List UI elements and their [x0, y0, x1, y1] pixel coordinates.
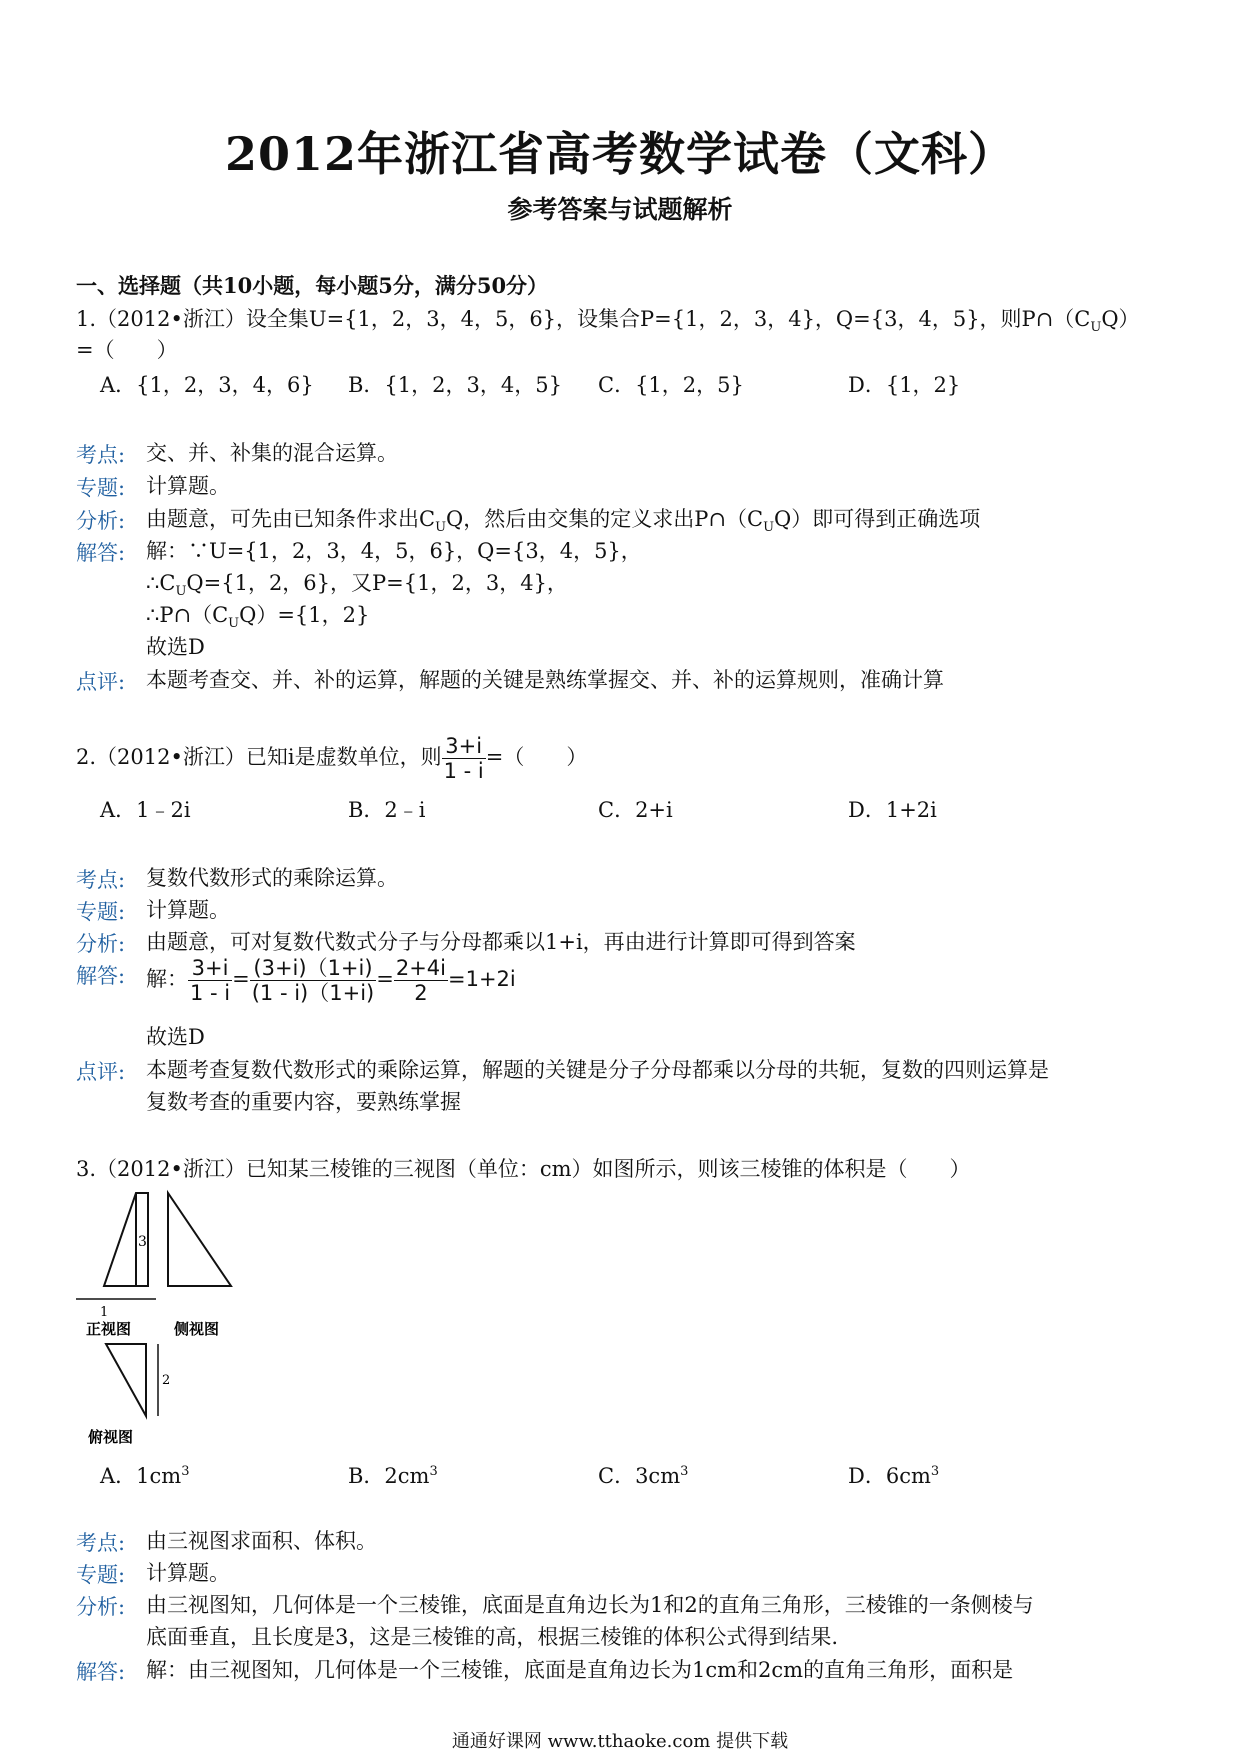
q3-label-fenxi: 分析: [76, 1595, 126, 1619]
q3-option-c: C．$3cm^3$ [598, 1464, 689, 1488]
q1-jieda-line2: $\therefore C_UQ=\{1$，2，6}，又P={1，2，3，4}， [146, 571, 568, 600]
q2-option-c: C．2+i [598, 798, 673, 822]
q1-fenxi: 由题意，可先由已知条件求出$C_UQ$，然后由交集的定义求出$P\cap(C_UQ)$即可得到正确选项 [146, 507, 981, 536]
q1-label-jieda: 解答: [76, 541, 126, 565]
page-title: 2012年浙江省高考数学试卷（文科） [224, 127, 1016, 181]
q3-label-jieda: 解答: [76, 1660, 126, 1684]
top-view-label-2: 2 [162, 1373, 171, 1388]
front-view-label-3: 3 [138, 1234, 147, 1250]
q3-stem: 3.（2012•浙江）已知某三棱锥的三视图（单位：cm）如图所示，则该三棱锥的体积是（ ） [76, 1157, 971, 1181]
q2-dianping-line2: 复数考查的重要内容，要熟练掌握 [146, 1090, 461, 1114]
q1-jieda-line1: 解：∵U={1，2，3，4，5，6}，Q={3，4，5}， [146, 539, 642, 563]
q3-label-kaodian: 考点: [76, 1531, 126, 1555]
q2-fraction-1: $\frac{3+i}{1 - i}$ [190, 956, 231, 1005]
q3-zhuanti: 计算题。 [146, 1561, 230, 1585]
q2-label-fenxi: 分析: [76, 932, 126, 956]
q2-kaodian: 复数代数形式的乘除运算。 [146, 866, 398, 890]
q1-label-dianping: 点评: [76, 670, 126, 694]
q3-option-a: A．$1cm^3$ [100, 1464, 190, 1488]
q2-stem: 2.（2012•浙江）已知i是虚数单位，则 $\frac{3+i}{1 - i}$ =（ ） [76, 734, 588, 783]
q2-zhuanti: 计算题。 [146, 898, 230, 922]
q2-option-a: A．1﹣2i [100, 798, 191, 822]
side-view-triangle [168, 1193, 231, 1286]
q2-label-jieda: 解答: [76, 964, 126, 988]
q1-zhuanti: 计算题。 [146, 474, 230, 498]
q3-option-b: B．$2cm^3$ [348, 1464, 438, 1488]
top-view-triangle [106, 1344, 146, 1416]
q2-jieda-line2: 故选D [146, 1025, 205, 1049]
q2-fraction-3: $\frac{2+4i}{2}$ [395, 956, 446, 1005]
q2-option-b: B．2﹣i [348, 798, 426, 822]
q2-option-d: D．1+2i [848, 798, 937, 822]
front-view-label-1: 1 [100, 1305, 109, 1320]
section-heading: 一、选择题（共10小题，每小题5分，满分50分） [76, 273, 549, 298]
q3-kaodian: 由三视图求面积、体积。 [146, 1529, 377, 1553]
q2-dianping-line1: 本题考查复数代数形式的乘除运算，解题的关键是分子分母都乘以分母的共轭，复数的四则运算是 [146, 1058, 1049, 1082]
q2-label-kaodian: 考点: [76, 868, 126, 892]
q1-label-kaodian: 考点: [76, 443, 126, 467]
q3-jieda: 解：由三视图知，几何体是一个三棱锥，底面是直角边长为1cm和2cm的直角三角形，面积是 [146, 1658, 1014, 1682]
q3-label-zhuanti: 专题: [76, 1563, 126, 1587]
q1-dianping: 本题考查交、并、补的运算，解题的关键是熟练掌握交、并、补的运算规则，准确计算 [146, 668, 944, 692]
q2-label-zhuanti: 专题: [76, 900, 126, 924]
q2-stem-fraction: $\frac{3+i}{1 - i}$ [443, 734, 484, 783]
q1-option-c: C．{1，2，5} [598, 373, 744, 397]
q1-label-zhuanti: 专题: [76, 476, 126, 500]
q1-label-fenxi: 分析: [76, 509, 126, 533]
top-view-caption: 俯视图 [88, 1428, 134, 1446]
q1-option-b: B．{1，2，3，4，5} [348, 373, 562, 397]
q1-jieda-line3: $\therefore P\cap(C_UQ)=\{1$，2} [146, 603, 370, 632]
q2-label-dianping: 点评: [76, 1060, 126, 1084]
q1-option-a: A．{1，2，3，4，6} [100, 373, 314, 397]
q3-option-d: D．$6cm^3$ [848, 1464, 940, 1488]
side-view-caption: 侧视图 [174, 1320, 220, 1338]
q1-jieda-line4: 故选D [146, 635, 205, 659]
q2-fraction-2: $\frac{(3+i)(1+i)}{(1 - i)(1+i)}$ [251, 956, 375, 1005]
front-view-bbox [104, 1193, 120, 1286]
q3-fenxi-line1: 由三视图知，几何体是一个三棱锥，底面是直角边长为1和2的直角三角形，三棱锥的一条侧棱与 [146, 1593, 1034, 1617]
q2-fenxi: 由题意，可对复数代数式分子与分母都乘以1+i，再由进行计算即可得到答案 [146, 930, 856, 954]
page-footer: 通通好课网 www.tthaoke.com 提供下载 [451, 1731, 789, 1752]
q3-fenxi-line2: 底面垂直，且长度是3，这是三棱锥的高，根据三棱锥的体积公式得到结果. [146, 1625, 839, 1649]
q1-stem-line1: 1.（2012•浙江）设全集U={1，2，3，4，5，6}，设集合P={1，2，3，4}，Q={3，4，5}，则$P\cap(C_UQ)$ [76, 307, 1140, 336]
front-view-caption: 正视图 [86, 1320, 132, 1338]
q1-stem-line2: =（ ） [76, 338, 178, 362]
q3-three-view-figure [76, 1184, 246, 1454]
q2-jieda-equation: 解： $\frac{3+i}{1 - i}$ = $\frac{(3+i)(1+i)}{(1 - i)(1+i)}$ = $\frac{2+4i}{2}$ =1+2i [146, 956, 516, 1005]
page-subtitle: 参考答案与试题解析 [507, 195, 733, 224]
q1-kaodian: 交、并、补集的混合运算。 [146, 441, 398, 465]
q1-option-d: D．{1，2} [848, 373, 961, 397]
